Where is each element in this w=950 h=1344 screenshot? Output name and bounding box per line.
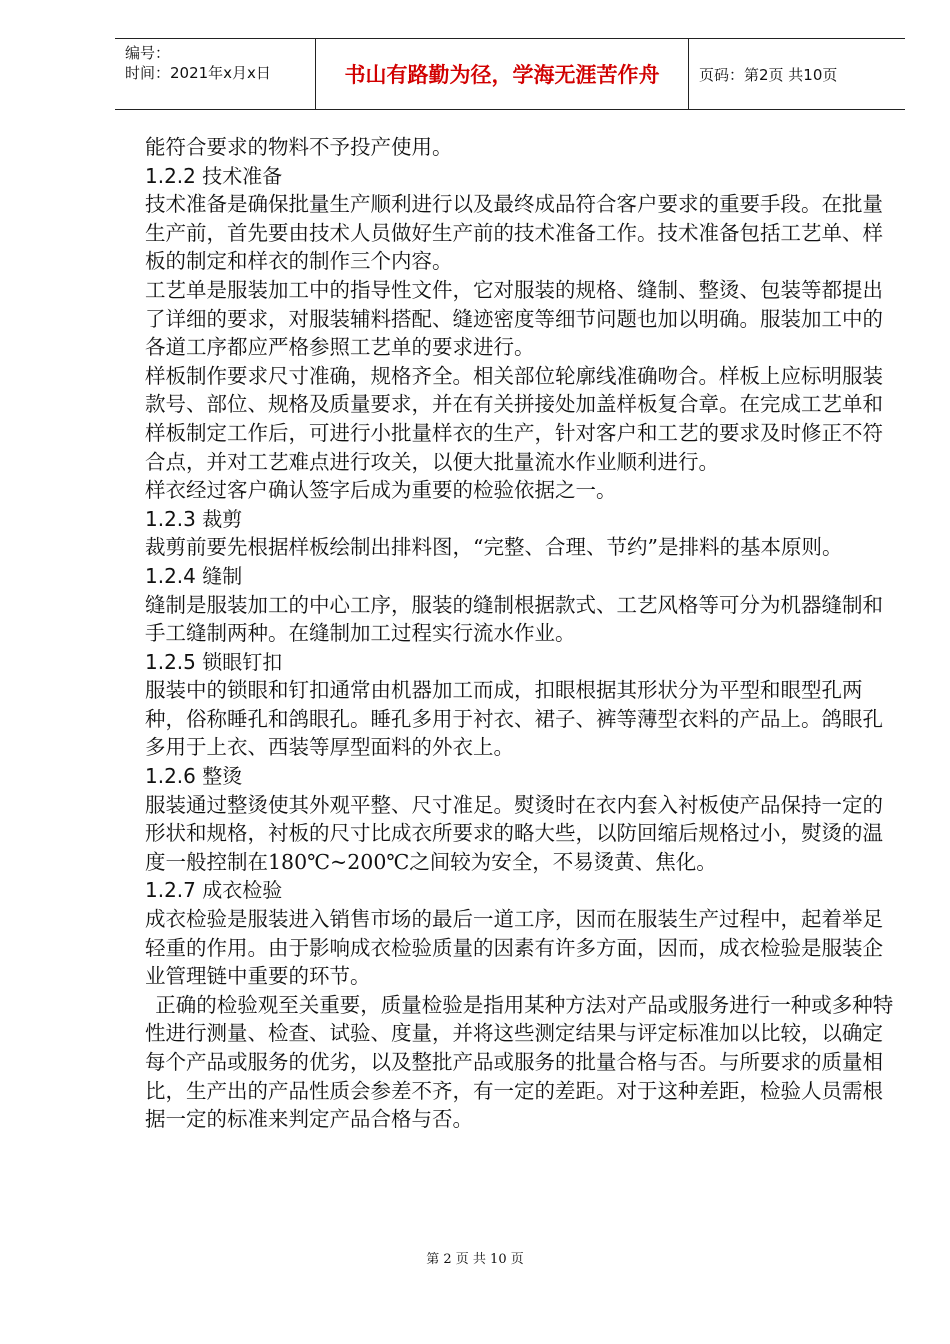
body-paragraph: 缝制是服装加工的中心工序，服装的缝制根据款式、工艺风格等可分为机器缝制和手工缝制两种。在缝制加工过程实行流水作业。 <box>145 592 883 646</box>
section-heading: 1.2.4 缝制 <box>145 563 243 588</box>
body-paragraph: 服装通过整烫使其外观平整、尺寸准足。熨烫时在衣内套入衬板使产品保持一定的形状和规格，衬板的尺寸比成衣所要求的略大些，以防回缩后规格过小，熨烫的温度一般控制在180℃~200℃之间较为安全，不易烫黄、焦化。 <box>145 792 883 874</box>
body-paragraph: 工艺单是服装加工中的指导性文件，它对服装的规格、缝制、整烫、包装等都提出了详细的要求，对服装辅料搭配、缝迹密度等细节问题也加以明确。服装加工中的各道工序都应严格参照工艺单的要求进行。 <box>145 277 883 360</box>
header-page <box>689 39 905 109</box>
page-footer <box>0 1248 950 1267</box>
page-header <box>115 38 905 110</box>
body-paragraph: 服装中的锁眼和钉扣通常由机器加工而成，扣眼根据其形状分为平型和眼型孔两种，俗称睡孔和鸽眼孔。睡孔多用于衬衣、裙子、裤等薄型衣料的产品上。鸽眼孔多用于上衣、西装等厚型面料的外衣上。 <box>145 678 883 760</box>
motto-text: 书山有路勤为径，学海无涯苦作舟 <box>344 62 660 87</box>
time-label: 时间：2021年x月x日 <box>125 64 271 82</box>
body-paragraph: 样板制作要求尺寸准确，规格齐全。相关部位轮廓线准确吻合。样板上应标明服装款号、部位、规格及质量要求，并在有关拼接处加盖样板复合章。在完成工艺单和样板制定工作后，可进行小批量样衣的生产，针对客户和工艺的要求及时修正不符合点，并对工艺难点进行攻关，以便大批量流水作业顺利进行。 <box>145 363 883 474</box>
footer-page-number: 第 2 页 共 10 页 <box>426 1252 524 1267</box>
body-paragraph: 成衣检验是服装进入销售市场的最后一道工序，因而在服装生产过程中，起着举足轻重的作用。由于影响成衣检验质量的因素有许多方面，因而，成衣检验是服装企业管理链中重要的环节。 <box>145 907 883 989</box>
page-label: 页码：第2页 共10页 <box>699 65 838 84</box>
header-meta <box>115 39 316 109</box>
section-heading: 1.2.5 锁眼钉扣 <box>145 649 283 674</box>
body-paragraph: 正确的检验观至关重要，质量检验是指用某种方法对产品或服务进行一种或多种特性进行测量、检查、试验、度量，并将这些测定结果与评定标准加以比较，以确定每个产品或服务的优劣，以及整批产品或服务的批量合格与否。与所要求的质量相比，生产出的产品性质会参差不齐，有一定的差距。对于这种差距，检验人员需根据一定的标准来判定产品合格与否。 <box>145 992 894 1132</box>
document-body <box>145 133 895 1134</box>
body-paragraph: 能符合要求的物料不予投产使用。 <box>145 135 453 159</box>
section-heading: 1.2.3 裁剪 <box>145 506 243 531</box>
section-heading: 1.2.7 成衣检验 <box>145 878 283 903</box>
section-heading: 1.2.6 整烫 <box>145 764 243 789</box>
section-heading: 1.2.2 技术准备 <box>145 163 283 188</box>
code-label: 编号： <box>125 44 171 62</box>
body-paragraph: 裁剪前要先根据样板绘制出排料图，“完整、合理、节约”是排料的基本原则。 <box>145 535 843 560</box>
body-paragraph: 样衣经过客户确认签字后成为重要的检验依据之一。 <box>145 478 617 503</box>
body-paragraph: 技术准备是确保批量生产顺利进行以及最终成品符合客户要求的重要手段。在批量生产前，首先要由技术人员做好生产前的技术准备工作。技术准备包括工艺单、样板的制定和样衣的制作三个内容。 <box>145 192 883 274</box>
header-motto <box>316 39 689 109</box>
